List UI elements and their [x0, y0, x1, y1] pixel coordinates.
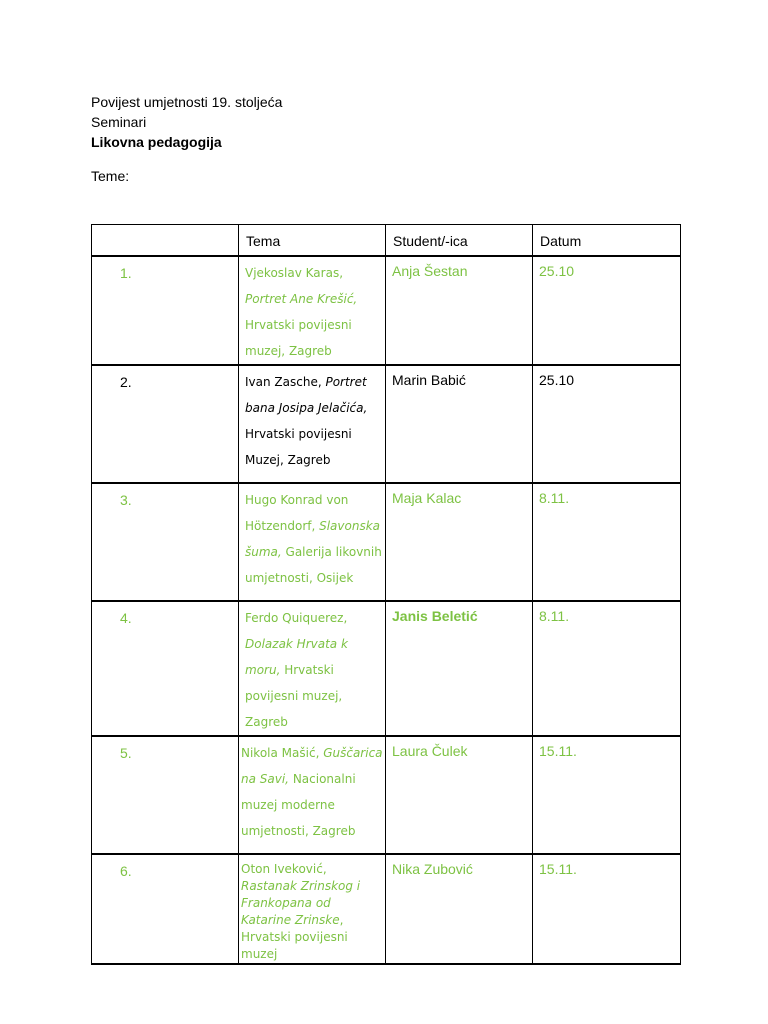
header-cell-number: [92, 225, 239, 257]
table-header-row: [92, 225, 681, 257]
row-number: 1.: [92, 256, 239, 365]
row-tema: Oton Iveković, Rastanak Zrinskog i Frankopana od Katarine Zrinske, Hrvatski povijesni muzej: [239, 854, 386, 964]
row-number: 3.: [92, 483, 239, 601]
row-tema: Ferdo Quiquerez, Dolazak Hrvata k moru, Hrvatski povijesni muzej, Zagreb: [239, 601, 386, 736]
row-student: Marin Babić: [386, 365, 533, 483]
course-type: Seminari: [91, 114, 147, 130]
row-student: Maja Kalac: [386, 483, 533, 601]
row-student: Laura Čulek: [386, 736, 533, 854]
row-tema: Nikola Mašić, Guščarica na Savi, Nacionalni muzej moderne umjetnosti, Zagreb: [239, 736, 386, 854]
row-student: Nika Zubović: [386, 854, 533, 964]
row-datum: 8.11.: [533, 483, 681, 601]
table-row: [92, 365, 681, 483]
table-row: [92, 483, 681, 601]
row-number: 4.: [92, 601, 239, 736]
table-row: [92, 854, 681, 964]
row-datum: 15.11.: [533, 736, 681, 854]
table-row: [92, 736, 681, 854]
header-cell-tema: Tema: [239, 225, 386, 257]
table-row: [92, 601, 681, 736]
row-tema: Ivan Zasche, Portret bana Josipa Jelačića, Hrvatski povijesni Muzej, Zagreb: [239, 365, 386, 483]
row-datum: 25.10: [533, 256, 681, 365]
row-student: Anja Šestan: [386, 256, 533, 365]
row-number: 5.: [92, 736, 239, 854]
row-datum: 8.11.: [533, 601, 681, 736]
row-tema: Hugo Konrad von Hötzendorf, Slavonska šuma, Galerija likovnih umjetnosti, Osijek: [239, 483, 386, 601]
row-student: Janis Beletić: [386, 601, 533, 736]
row-number: 2.: [92, 365, 239, 483]
table-row: [92, 256, 681, 365]
seminar-table: [91, 224, 681, 965]
topics-label: Teme:: [91, 168, 130, 184]
document-header: [91, 92, 282, 152]
header-cell-datum: Datum: [533, 225, 681, 257]
header-cell-student: Student/-ica: [386, 225, 533, 257]
row-tema: Vjekoslav Karas, Portret Ane Krešić, Hrvatski povijesni muzej, Zagreb: [239, 256, 386, 365]
row-datum: 25.10: [533, 365, 681, 483]
course-title: Povijest umjetnosti 19. stoljeća: [91, 94, 283, 110]
row-number: 6.: [92, 854, 239, 964]
program-title: Likovna pedagogija: [91, 134, 222, 150]
row-datum: 15.11.: [533, 854, 681, 964]
